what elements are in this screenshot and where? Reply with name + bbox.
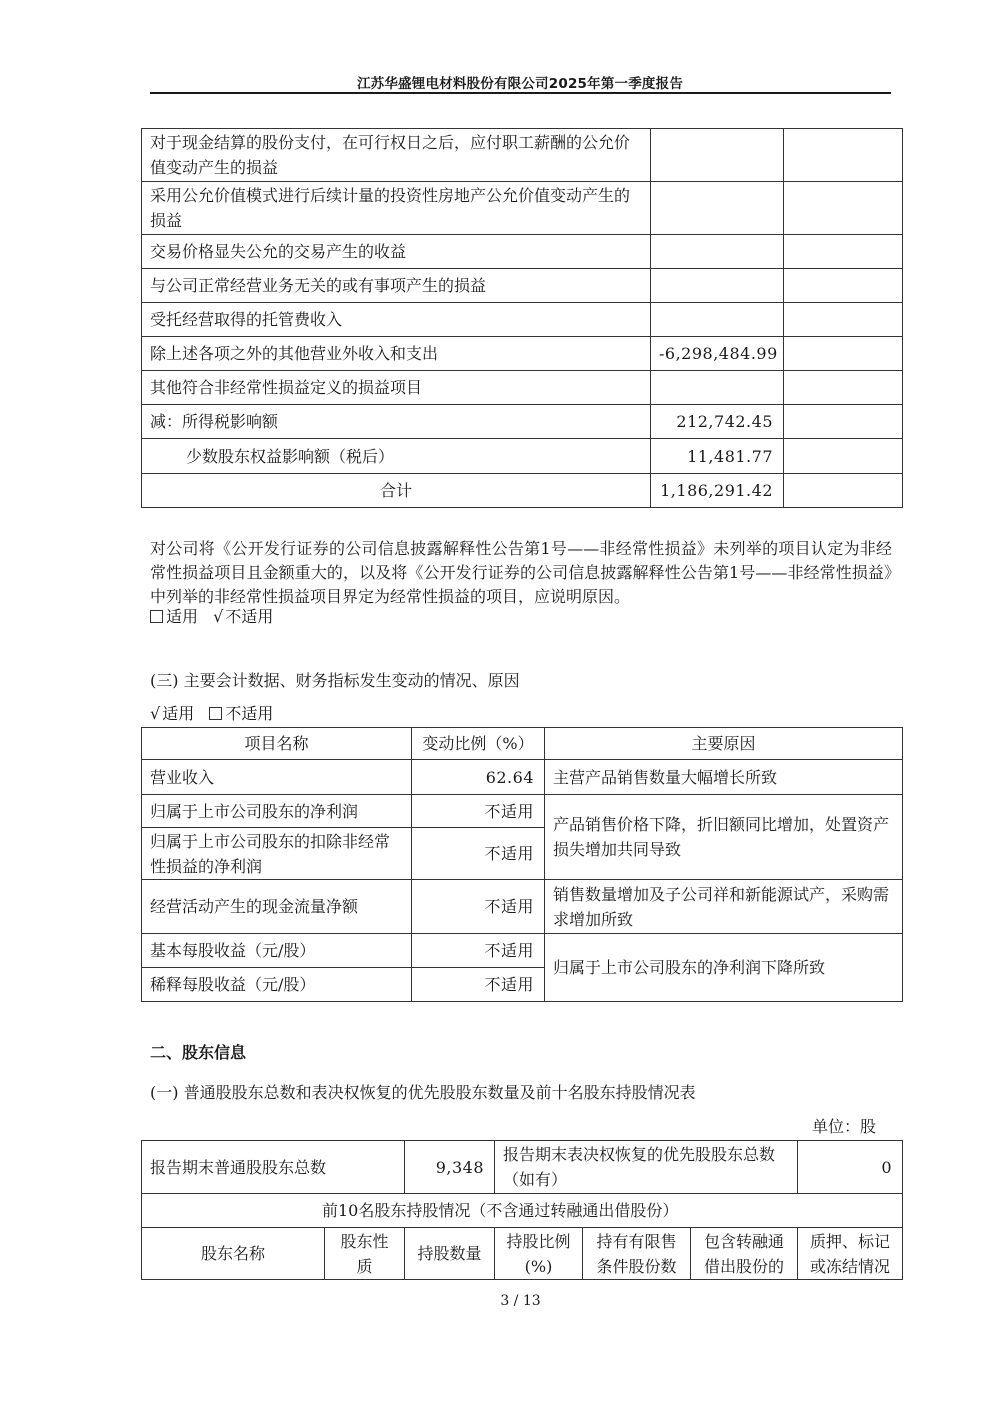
table-header-row	[142, 728, 903, 760]
row-note	[784, 129, 903, 182]
row-note	[784, 337, 903, 371]
column-header: 主要原因	[545, 728, 903, 760]
top10-caption: 前10名股东持股情况（不含通过转融通出借股份）	[142, 1194, 903, 1228]
table-row	[142, 235, 903, 269]
option-applicable: 适用	[162, 704, 195, 723]
summary-row	[142, 1141, 903, 1194]
section-title: 二、股东信息	[150, 1043, 247, 1062]
table-row	[142, 269, 903, 303]
row-label: 减：所得税影响额	[142, 405, 651, 439]
column-header: 股东名称	[142, 1228, 325, 1280]
row-label: 少数股东权益影响额（税后）	[142, 439, 651, 474]
row-note	[784, 474, 903, 508]
table-row	[142, 182, 903, 235]
table-row	[142, 934, 903, 968]
row-label: 采用公允价值模式进行后续计量的投资性房地产公允价值变动产生的损益	[142, 182, 651, 235]
row-amount	[651, 235, 784, 269]
explanation-options	[150, 605, 273, 629]
row-amount: -6,298,484.99	[651, 337, 784, 371]
row-label: 其他符合非经常性损益定义的损益项目	[142, 371, 651, 405]
row-amount	[651, 269, 784, 303]
table-row-total	[142, 474, 903, 508]
section3-options	[150, 702, 273, 726]
total-amount: 1,186,291.42	[651, 474, 784, 508]
row-amount	[651, 303, 784, 337]
column-header: 持股数量	[405, 1228, 495, 1280]
main-reason: 产品销售价格下降，折旧额同比增加，处置资产损失增加共同导致	[545, 795, 903, 880]
row-label: 与公司正常经营业务无关的或有事项产生的损益	[142, 269, 651, 303]
column-header: 持有有限售条件股份数	[583, 1228, 691, 1280]
header-divider	[150, 92, 891, 94]
row-label: 对于现金结算的股份支付，在可行权日之后，应付职工薪酬的公允价值变动产生的损益	[142, 129, 651, 182]
nonrecurring-table	[141, 128, 903, 508]
item-name: 归属于上市公司股东的净利润	[142, 795, 412, 828]
change-ratio: 不适用	[412, 795, 545, 828]
row-label: 除上述各项之外的其他营业外收入和支出	[142, 337, 651, 371]
row-note	[784, 371, 903, 405]
row-label: 受托经营取得的托管费收入	[142, 303, 651, 337]
row-note	[784, 439, 903, 474]
column-header: 股东性质	[325, 1228, 405, 1280]
option-applicable: 适用	[166, 607, 199, 626]
checkmark-icon: √	[150, 704, 161, 723]
row-note	[784, 235, 903, 269]
table-row	[142, 880, 903, 934]
item-name: 营业收入	[142, 760, 412, 795]
column-header: 包含转融通借出股份的	[691, 1228, 798, 1280]
row-amount	[651, 129, 784, 182]
main-reason: 归属于上市公司股东的净利润下降所致	[545, 934, 903, 1002]
total-label: 合计	[142, 474, 651, 508]
total-shareholders-label: 报告期末普通股股东总数	[142, 1141, 405, 1194]
shareholder-table	[141, 1140, 903, 1280]
row-note	[784, 303, 903, 337]
total-shareholders-value: 9,348	[405, 1141, 495, 1194]
item-name: 稀释每股收益（元/股）	[142, 968, 412, 1002]
table-row	[142, 405, 903, 439]
table-row	[142, 760, 903, 795]
table-row	[142, 371, 903, 405]
column-header: 质押、标记或冻结情况	[798, 1228, 903, 1280]
row-note	[784, 269, 903, 303]
table-row	[142, 795, 903, 828]
change-ratio: 不适用	[412, 828, 545, 880]
change-ratio: 62.64	[412, 760, 545, 795]
row-amount: 212,742.45	[651, 405, 784, 439]
column-header: 变动比例（%）	[412, 728, 545, 760]
subsection-title: (一) 普通股股东总数和表决权恢复的优先股股东数量及前十名股东持股情况表	[150, 1083, 696, 1102]
preferred-shareholders-value: 0	[798, 1141, 903, 1194]
changes-table	[141, 727, 903, 1002]
option-not-applicable: 不适用	[225, 607, 274, 626]
unchecked-box-icon	[209, 707, 222, 720]
main-reason: 销售数量增加及子公司祥和新能源试产，采购需求增加所致	[545, 880, 903, 934]
column-header: 项目名称	[142, 728, 412, 760]
main-reason: 主营产品销售数量大幅增长所致	[545, 760, 903, 795]
row-note	[784, 405, 903, 439]
change-ratio: 不适用	[412, 968, 545, 1002]
unit-label: 单位：股	[811, 1117, 876, 1136]
table-row	[142, 337, 903, 371]
row-amount: 11,481.77	[651, 439, 784, 474]
row-note	[784, 182, 903, 235]
preferred-shareholders-label: 报告期末表决权恢复的优先股股东总数（如有）	[495, 1141, 798, 1194]
row-amount	[651, 371, 784, 405]
table-row	[142, 303, 903, 337]
row-label: 交易价格显失公允的交易产生的收益	[142, 235, 651, 269]
item-name: 归属于上市公司股东的扣除非经常性损益的净利润	[142, 828, 412, 880]
unchecked-box-icon	[150, 610, 163, 623]
table-row	[142, 439, 903, 474]
row-amount	[651, 182, 784, 235]
page-number: 3 / 13	[500, 1293, 541, 1309]
option-not-applicable: 不适用	[225, 704, 274, 723]
report-header-title: 江苏华盛锂电材料股份有限公司2025年第一季度报告	[356, 76, 684, 92]
table-row	[142, 129, 903, 182]
change-ratio: 不适用	[412, 880, 545, 934]
column-header: 持股比例(%)	[495, 1228, 583, 1280]
item-name: 基本每股收益（元/股）	[142, 934, 412, 968]
explanation-paragraph: 对公司将《公开发行证券的公司信息披露解释性公告第1号——非经常性损益》未列举的项目认定为非经常性损益项目且金额重大的，以及将《公开发行证券的公司信息披露解释性公告第1号——非经常性损益》中列举的非经常性损益项目界定为经常性损益的项目，应说明原因。	[150, 539, 892, 606]
section3-title: (三) 主要会计数据、财务指标发生变动的情况、原因	[150, 671, 520, 690]
checkmark-icon: √	[213, 607, 224, 626]
column-header-row	[142, 1228, 903, 1280]
item-name: 经营活动产生的现金流量净额	[142, 880, 412, 934]
change-ratio: 不适用	[412, 934, 545, 968]
caption-row	[142, 1194, 903, 1228]
